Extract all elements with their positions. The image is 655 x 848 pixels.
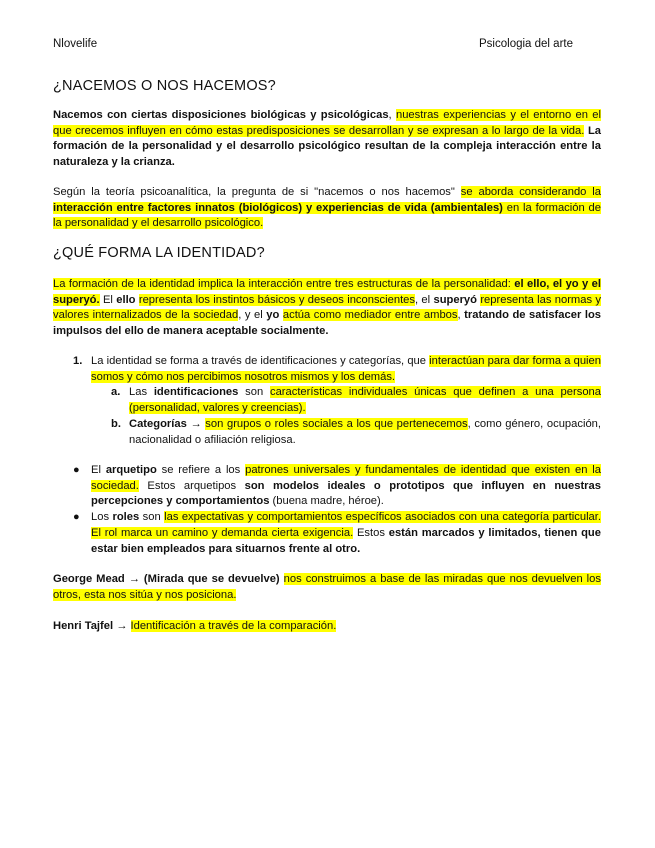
sub-marker: a. bbox=[111, 386, 121, 399]
paragraph-nacemos-1: Nacemos con ciertas disposiciones biológicas y psicológicas, nuestras experiencias y el entorno en el que crecemos influyen en cómo estas predisposiciones se desarrollan y se expresan a lo largo de la vida. La formación de la personalidad y el desarrollo psicológico resultan de la compleja interacción entre la naturaleza y la crianza. bbox=[53, 109, 602, 169]
sub-item-identificaciones: a. Las identificaciones son características individuales únicas que definen a una persona (personalidad, valores y creencias). bbox=[111, 386, 601, 415]
paragraph-nacemos-2: Según la teoría psicoanalítica, la pregunta de si "nacemos o nos hacemos" se aborda considerando la interacción entre factores innatos (biológicos) y experiencias de vida (ambientales) en la formación de la personalidad y el desarrollo psicológico. bbox=[53, 186, 602, 230]
section-title-identidad: ¿QUÉ FORMA LA IDENTIDAD? bbox=[53, 245, 265, 261]
bullet-icon: ● bbox=[73, 511, 80, 524]
paragraph-tajfel: Henri Tajfel → Identificación a través de la comparación. bbox=[53, 620, 337, 632]
section-title-nacemos: ¿NACEMOS O NOS HACEMOS? bbox=[53, 78, 276, 94]
sub-marker: b. bbox=[111, 417, 121, 430]
header-subject: Psicologia del arte bbox=[479, 38, 573, 50]
paragraph-identidad-1: La formación de la identidad implica la interacción entre tres estructuras de la personalidad: el ello, el yo y el superyó. El ello representa los instintos básicos y deseos inconscientes, el superyó representa las normas y valores internalizados de la sociedad, y el yo actúa como mediador entre ambos, tratando de satisfacer los impulsos del ello de manera aceptable socialmente. bbox=[53, 278, 602, 338]
list-item-identidad: 1. La identidad se forma a través de identificaciones y categorías, que interactúan para dar forma a quien somos y cómo nos percibimos nosotros mismos y los demás. bbox=[73, 355, 601, 383]
paragraph-mead: George Mead → (Mirada que se devuelve) nos construimos a base de las miradas que nos devuelven los otros, esta nos sitúa y nos posiciona. bbox=[53, 573, 601, 601]
bullet-item-roles: ● Los roles son las expectativas y comportamientos específicos asociados con una categoría particular. El rol marca un camino y demanda cierta exigencia. Estos están marcados y limitados, tienen que estar bien empleados para situarnos frente al otro. bbox=[73, 511, 601, 555]
sub-item-categorias: b. Categorías → son grupos o roles sociales a los que pertenecemos, como género, ocupación, nacionalidad o afiliación religiosa. bbox=[111, 417, 601, 446]
bullet-list bbox=[53, 463, 601, 557]
bullet-icon: ● bbox=[73, 464, 80, 476]
list-marker: 1. bbox=[73, 355, 83, 367]
numbered-list bbox=[53, 354, 601, 448]
header-author: Nlovelife bbox=[53, 38, 98, 50]
bullet-item-arquetipo: ● El arquetipo se refiere a los patrones universales y fundamentales de identidad que existen en la sociedad. Estos arquetipos son modelos ideales o prototipos que influyen en nuestras percepciones y comportamientos (buena madre, héroe). bbox=[73, 464, 602, 508]
